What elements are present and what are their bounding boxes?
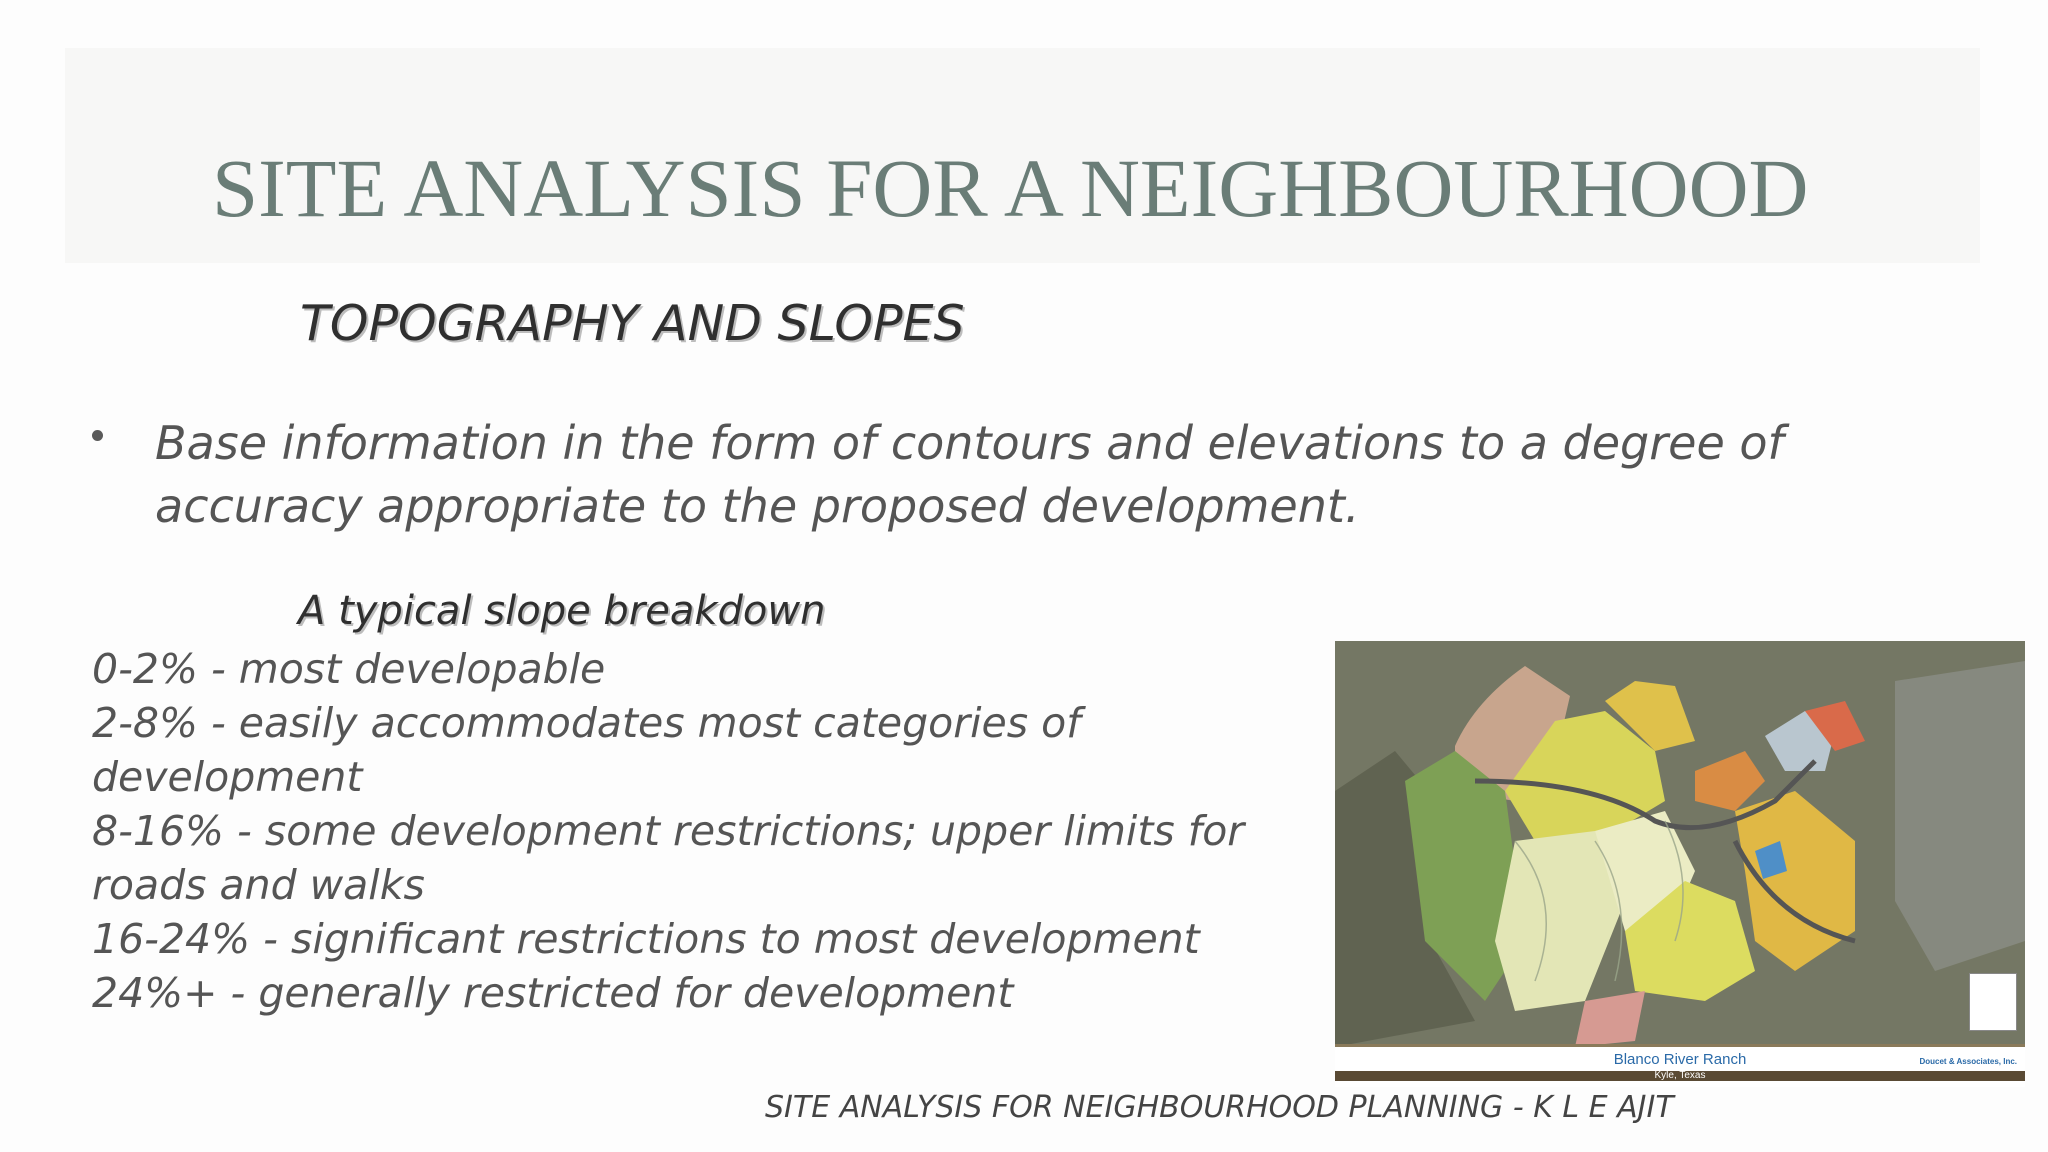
slope-item: 16-24% - significant restrictions to most development <box>92 915 1200 963</box>
slope-breakdown-list <box>92 642 1322 1020</box>
map-subtitle: Kyle, Texas <box>1654 1070 1706 1081</box>
slide-title: SITE ANALYSIS FOR A NEIGHBOURHOOD <box>212 142 1809 234</box>
slope-item: 8-16% - some development restrictions; upper limits for roads and walks <box>92 807 1245 909</box>
slope-item: 24%+ - generally restricted for development <box>92 969 1014 1017</box>
section-subtitle: TOPOGRAPHY AND SLOPES <box>300 295 965 352</box>
map-title-block <box>1335 1044 2025 1087</box>
map-company: Doucet & Associates, Inc. <box>1919 1057 2017 1066</box>
slope-item: 0-2% - most developable <box>92 645 606 693</box>
site-plan-image <box>1335 641 2025 1087</box>
map-title: Blanco River Ranch <box>1613 1051 1747 1068</box>
slide-footer: SITE ANALYSIS FOR NEIGHBOURHOOD PLANNING - K L E AJIT <box>765 1090 1674 1125</box>
slope-breakdown-heading: A typical slope breakdown <box>298 588 826 634</box>
map-badge-icon <box>1969 973 2017 1031</box>
slope-item: 2-8% - easily accommodates most categories of development <box>92 699 1081 801</box>
site-plan-illustration <box>1335 641 2025 1047</box>
bullet-text: Base information in the form of contours and elevations to a degree of accuracy appropriate to the proposed development. <box>155 416 1784 533</box>
bullet-marker <box>92 430 103 441</box>
